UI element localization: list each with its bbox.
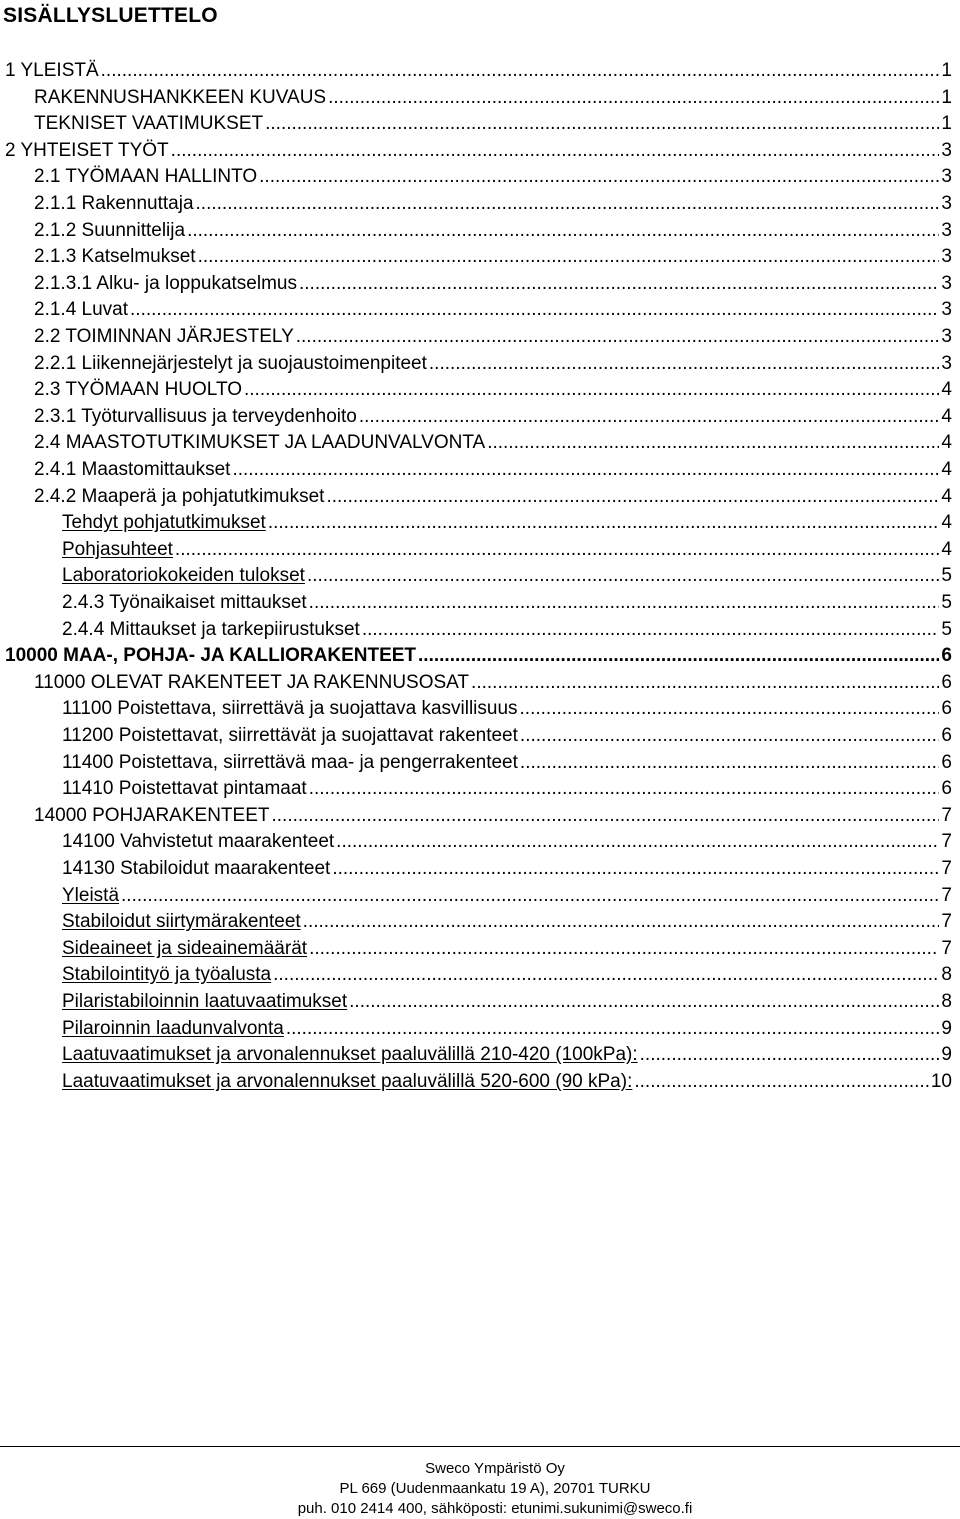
toc-entry	[0, 590, 958, 616]
toc-entry[interactable]	[0, 510, 958, 536]
toc-page-number: 3	[941, 193, 952, 214]
toc-entry[interactable]	[0, 563, 958, 589]
toc-page-number: 3	[941, 220, 952, 241]
toc-entry-label: 2.1.3.1 Alku- ja loppukatselmus	[34, 273, 297, 294]
toc-entry-link[interactable]: Pohjasuhteet	[62, 539, 173, 560]
toc-dot-leader	[265, 111, 939, 137]
toc-entry	[0, 138, 958, 164]
toc-page-number: 3	[941, 140, 952, 161]
toc-entry	[0, 377, 958, 403]
toc-page-number: 1	[941, 60, 952, 81]
toc-entry-link[interactable]: Yleistä	[62, 885, 120, 906]
toc-entry-label: 14100 Vahvistetut maarakenteet	[62, 831, 335, 852]
toc-page-number: 5	[941, 565, 952, 586]
toc-entry	[0, 271, 958, 297]
toc-entry	[0, 58, 958, 84]
toc-entry-label: 2.3 TYÖMAAN HUOLTO	[34, 379, 242, 400]
footer-contact: puh. 010 2414 400, sähköposti: etunimi.sukunimi@sweco.fi	[297, 1500, 693, 1517]
toc-page-number: 6	[941, 645, 952, 666]
toc-entry	[0, 750, 958, 776]
toc-entry-link[interactable]: Pilaroinnin laadunvalvonta	[62, 1018, 284, 1039]
toc-page-number: 5	[941, 592, 952, 613]
toc-entry	[0, 404, 958, 430]
toc-page-number: 4	[941, 486, 952, 507]
toc-page-number: 6	[941, 778, 952, 799]
toc-page-number: 9	[941, 1018, 952, 1039]
page-title: SISÄLLYSLUETTELO	[3, 4, 218, 27]
toc-page-number: 3	[941, 273, 952, 294]
toc-entry-label: TEKNISET VAATIMUKSET	[34, 113, 264, 134]
toc-page-number: 9	[941, 1044, 952, 1065]
toc-entry-label: 2.3.1 Työturvallisuus ja terveydenhoito	[34, 406, 357, 427]
toc-dot-leader	[259, 164, 939, 190]
toc-entry-label: 11400 Poistettava, siirrettävä maa- ja pengerrakenteet	[62, 752, 518, 773]
toc-entry	[0, 617, 958, 643]
toc-entry[interactable]	[0, 1069, 958, 1095]
toc-entry	[0, 670, 958, 696]
toc-entry-label: 2.4.3 Työnaikaiset mittaukset	[62, 592, 307, 613]
toc-entry-label: 2.4.1 Maastomittaukset	[34, 459, 231, 480]
toc-page-number: 6	[941, 725, 952, 746]
toc-dot-leader	[121, 883, 939, 909]
toc-page-number: 8	[941, 964, 952, 985]
toc-dot-leader	[307, 563, 939, 589]
toc-entry	[0, 324, 958, 350]
toc-dot-leader	[336, 829, 939, 855]
toc-entry	[0, 803, 958, 829]
toc-entry-label: 11410 Poistettavat pintamaat	[62, 778, 307, 799]
toc-dot-leader	[101, 58, 940, 84]
toc-page-number: 7	[941, 911, 952, 932]
toc-dot-leader	[299, 271, 939, 297]
toc-entry	[0, 457, 958, 483]
toc-dot-leader	[362, 617, 940, 643]
toc-page-number: 7	[941, 885, 952, 906]
toc-entry-label: RAKENNUSHANKKEEN KUVAUS	[34, 87, 327, 108]
toc-entry	[0, 218, 958, 244]
toc-entry-label: 2.2.1 Liikennejärjestelyt ja suojaustoimenpiteet	[34, 353, 427, 374]
toc-entry-label: 11000 OLEVAT RAKENTEET JA RAKENNUSOSAT	[34, 672, 470, 693]
toc-dot-leader	[332, 856, 939, 882]
toc-entry[interactable]	[0, 1016, 958, 1042]
toc-page-number: 6	[941, 752, 952, 773]
toc-entry	[0, 829, 958, 855]
toc-page-number: 3	[941, 299, 952, 320]
toc-dot-leader	[271, 803, 939, 829]
footer	[0, 1459, 960, 1519]
toc-dot-leader	[418, 643, 939, 669]
toc-entry-label: 11200 Poistettavat, siirrettävät ja suojattavat rakenteet	[62, 725, 518, 746]
toc-entry	[0, 484, 958, 510]
toc-entry-label: 2.1.1 Rakennuttaja	[34, 193, 194, 214]
toc-page-number: 1	[941, 87, 952, 108]
toc-entry-link[interactable]: Stabilointityö ja työalusta	[62, 964, 272, 985]
toc-dot-leader	[328, 85, 939, 111]
toc-dot-leader	[520, 723, 940, 749]
toc-entry[interactable]	[0, 537, 958, 563]
toc-dot-leader	[268, 510, 940, 536]
toc-dot-leader	[359, 404, 940, 430]
toc-page-number: 3	[941, 166, 952, 187]
toc-entry[interactable]	[0, 1042, 958, 1068]
toc-entry	[0, 723, 958, 749]
toc-page-number: 6	[941, 672, 952, 693]
toc-entry-label: 11100 Poistettava, siirrettävä ja suojattava kasvillisuus	[62, 698, 518, 719]
toc-dot-leader	[303, 909, 940, 935]
toc-page-number: 5	[941, 619, 952, 640]
toc-entry-label: 2.1.2 Suunnittelija	[34, 220, 186, 241]
toc-entry	[0, 430, 958, 456]
footer-divider	[0, 1446, 960, 1447]
toc-entry-link[interactable]: Laboratoriokokeiden tulokset	[62, 565, 305, 586]
toc-entry	[0, 164, 958, 190]
toc-entry-label: 14130 Stabiloidut maarakenteet	[62, 858, 331, 879]
toc-entry-link[interactable]: Sideaineet ja sideainemäärät	[62, 938, 308, 959]
toc-page-number: 4	[941, 512, 952, 533]
toc-entry[interactable]	[0, 909, 958, 935]
toc-dot-leader	[349, 989, 939, 1015]
toc-page-number: 4	[941, 432, 952, 453]
toc-entry-label: 2.1 TYÖMAAN HALLINTO	[34, 166, 258, 187]
footer-address: PL 669 (Uudenmaankatu 19 A), 20701 TURKU	[339, 1480, 651, 1497]
toc-page-number: 3	[941, 246, 952, 267]
toc-entry-link[interactable]: Laatuvaatimukset ja arvonalennukset paaluvälillä 520-600 (90 kPa):	[62, 1071, 633, 1092]
toc-entry-link[interactable]: Stabiloidut siirtymärakenteet	[62, 911, 301, 932]
toc-entry[interactable]	[0, 883, 958, 909]
toc-page-number: 7	[941, 938, 952, 959]
toc-entry-link[interactable]: Laatuvaatimukset ja arvonalennukset paaluvälillä 210-420 (100kPa):	[62, 1044, 638, 1065]
toc-dot-leader	[471, 670, 939, 696]
toc-dot-leader	[198, 244, 940, 270]
toc-entry-label: 1 YLEISTÄ	[5, 60, 99, 81]
toc-entry-label: 2.4.4 Mittaukset ja tarkepiirustukset	[62, 619, 360, 640]
toc-entry	[0, 297, 958, 323]
toc-entry[interactable]	[0, 936, 958, 962]
toc-entry	[0, 856, 958, 882]
toc-dot-leader	[640, 1042, 940, 1068]
toc-page-number: 4	[941, 406, 952, 427]
toc-entry-label: 10000 MAA-, POHJA- JA KALLIORAKENTEET	[5, 645, 417, 666]
toc-entry-label: 2.1.4 Luvat	[34, 299, 129, 320]
footer-company: Sweco Ympäristö Oy	[425, 1460, 565, 1477]
toc-dot-leader	[309, 590, 940, 616]
toc-dot-leader	[520, 750, 940, 776]
toc-entry	[0, 696, 958, 722]
toc-page-number: 10	[930, 1071, 952, 1092]
toc-entry[interactable]	[0, 989, 958, 1015]
toc-entry	[0, 111, 958, 137]
toc-entry	[0, 351, 958, 377]
toc-page-number: 1	[941, 113, 952, 134]
toc-dot-leader	[244, 377, 939, 403]
toc-entry	[0, 244, 958, 270]
toc-entry-label: 14000 POHJARAKENTEET	[34, 805, 270, 826]
toc-dot-leader	[187, 218, 939, 244]
toc-page-number: 6	[941, 698, 952, 719]
toc-entry	[0, 643, 958, 669]
toc-entry	[0, 191, 958, 217]
toc-page-number: 3	[941, 353, 952, 374]
toc-page-number: 8	[941, 991, 952, 1012]
toc-dot-leader	[429, 351, 940, 377]
toc-entry[interactable]	[0, 962, 958, 988]
toc-entry-label: 2.2 TOIMINNAN JÄRJESTELY	[34, 326, 294, 347]
toc-entry-link[interactable]: Pilaristabiloinnin laatuvaatimukset	[62, 991, 348, 1012]
toc-page-number: 7	[941, 858, 952, 879]
toc-dot-leader	[309, 936, 939, 962]
toc-page-number: 4	[941, 379, 952, 400]
toc-dot-leader	[326, 484, 939, 510]
toc-page-number: 3	[941, 326, 952, 347]
toc-dot-leader	[296, 324, 940, 350]
toc-dot-leader	[130, 297, 939, 323]
toc-entry-link[interactable]: Tehdyt pohjatutkimukset	[62, 512, 266, 533]
toc-dot-leader	[175, 537, 940, 563]
toc-entry	[0, 776, 958, 802]
toc-entry-label: 2.4.2 Maaperä ja pohjatutkimukset	[34, 486, 325, 507]
toc-dot-leader	[273, 962, 939, 988]
toc-dot-leader	[171, 138, 940, 164]
toc-dot-leader	[196, 191, 940, 217]
toc-dot-leader	[309, 776, 940, 802]
toc-page-number: 4	[941, 459, 952, 480]
toc-page-number: 4	[941, 539, 952, 560]
toc-entry	[0, 85, 958, 111]
toc-dot-leader	[634, 1069, 929, 1095]
toc-entry-label: 2.1.3 Katselmukset	[34, 246, 196, 267]
toc-dot-leader	[232, 457, 939, 483]
toc-dot-leader	[487, 430, 939, 456]
toc-page-number: 7	[941, 831, 952, 852]
toc-page-number: 7	[941, 805, 952, 826]
toc-dot-leader	[520, 696, 940, 722]
toc-entry-label: 2.4 MAASTOTUTKIMUKSET JA LAADUNVALVONTA	[34, 432, 486, 453]
toc-dot-leader	[286, 1016, 940, 1042]
toc-entry-label: 2 YHTEISET TYÖT	[5, 140, 169, 161]
